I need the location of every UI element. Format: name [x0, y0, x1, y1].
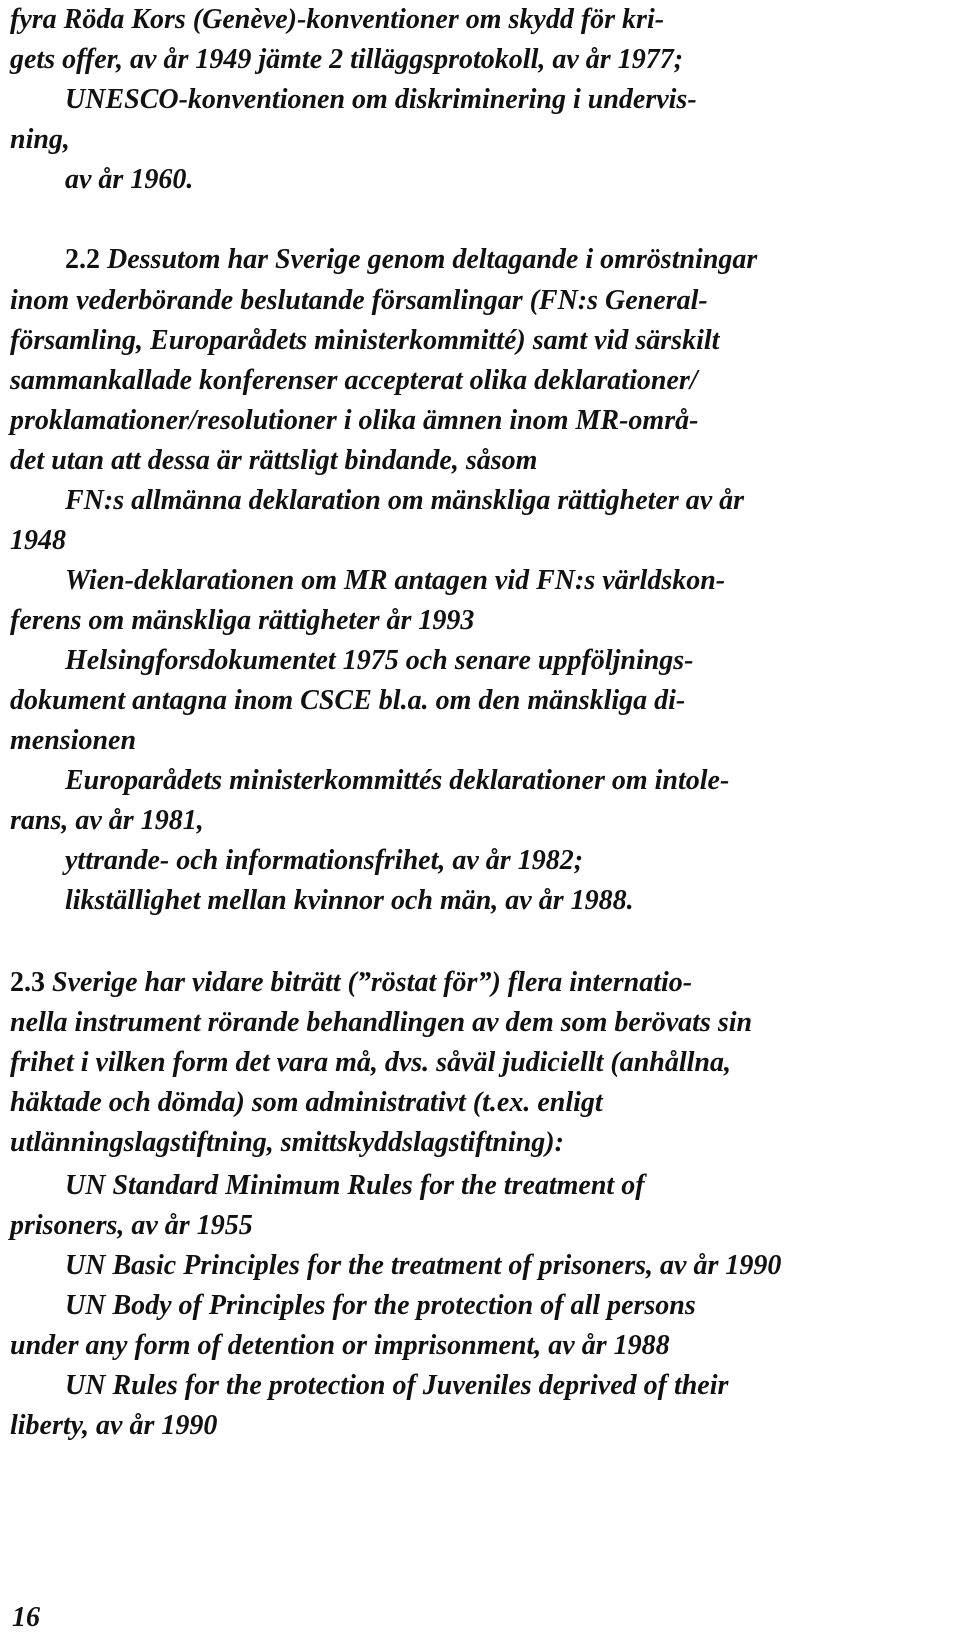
- list-item: UN Standard Minimum Rules for the treatment of: [65, 1170, 645, 1201]
- text-line: dokument antagna inom CSCE bl.a. om den mänskliga di-: [10, 685, 686, 716]
- list-item: UN Rules for the protection of Juveniles deprived of their: [65, 1370, 729, 1401]
- section-number: 2.3: [10, 967, 45, 998]
- text-line: av år 1960.: [65, 164, 194, 195]
- text-line: 1948: [10, 525, 66, 556]
- text-line: ning,: [10, 124, 70, 155]
- text-line: liberty, av år 1990: [10, 1410, 218, 1441]
- list-item: UN Body of Principles for the protection of all persons: [65, 1290, 696, 1321]
- text-line: häktade och dömda) som administrativt (t.ex. enligt: [10, 1087, 603, 1118]
- text-line: inom vederbörande beslutande församlingar (FN:s General-: [10, 285, 708, 316]
- page-number: 16: [12, 1602, 40, 1633]
- list-item: Europarådets ministerkommittés deklarationer om intole-: [65, 765, 730, 796]
- list-item: likställighet mellan kvinnor och män, av år 1988.: [65, 885, 634, 916]
- text-line: under any form of detention or imprisonment, av år 1988: [10, 1330, 670, 1361]
- text-line: UNESCO-konventionen om diskriminering i undervis-: [65, 84, 697, 115]
- section-2-2-first-line: Dessutom har Sverige genom deltagande i omröstningar: [107, 244, 758, 275]
- text-line: det utan att dessa är rättsligt bindande, såsom: [10, 445, 538, 476]
- text-line: fyra Röda Kors (Genève)-konventioner om skydd för kri-: [10, 4, 665, 35]
- list-item: yttrande- och informationsfrihet, av år 1982;: [65, 845, 584, 876]
- text-line: sammankallade konferenser accepterat olika deklarationer/: [10, 365, 698, 396]
- text-line: prisoners, av år 1955: [10, 1210, 253, 1241]
- section-2-2-heading-line: [65, 240, 757, 280]
- section-2-3-heading-line: [10, 963, 692, 1003]
- section-number: 2.2: [65, 244, 100, 275]
- list-item: Helsingforsdokumentet 1975 och senare uppföljnings-: [65, 645, 694, 676]
- text-line: utlänningslagstiftning, smittskyddslagstiftning):: [10, 1127, 564, 1158]
- list-item: FN:s allmänna deklaration om mänskliga rättigheter av år: [65, 485, 745, 516]
- list-item: Wien-deklarationen om MR antagen vid FN:s världskon-: [65, 565, 726, 596]
- list-item: UN Basic Principles for the treatment of prisoners, av år 1990: [65, 1250, 782, 1281]
- text-line: församling, Europarådets ministerkommitté) samt vid särskilt: [10, 325, 720, 356]
- text-line: rans, av år 1981,: [10, 805, 204, 836]
- text-line: nella instrument rörande behandlingen av dem som berövats sin: [10, 1007, 753, 1038]
- text-line: frihet i vilken form det vara må, dvs. såväl judiciellt (anhållna,: [10, 1047, 731, 1078]
- text-line: ferens om mänskliga rättigheter år 1993: [10, 605, 475, 636]
- text-line: gets offer, av år 1949 jämte 2 tilläggsprotokoll, av år 1977;: [10, 44, 684, 75]
- section-2-3-first-line: Sverige har vidare biträtt (”röstat för”) flera internatio-: [52, 967, 693, 998]
- text-line: proklamationer/resolutioner i olika ämnen inom MR-områ-: [10, 405, 699, 436]
- text-line: mensionen: [10, 725, 137, 756]
